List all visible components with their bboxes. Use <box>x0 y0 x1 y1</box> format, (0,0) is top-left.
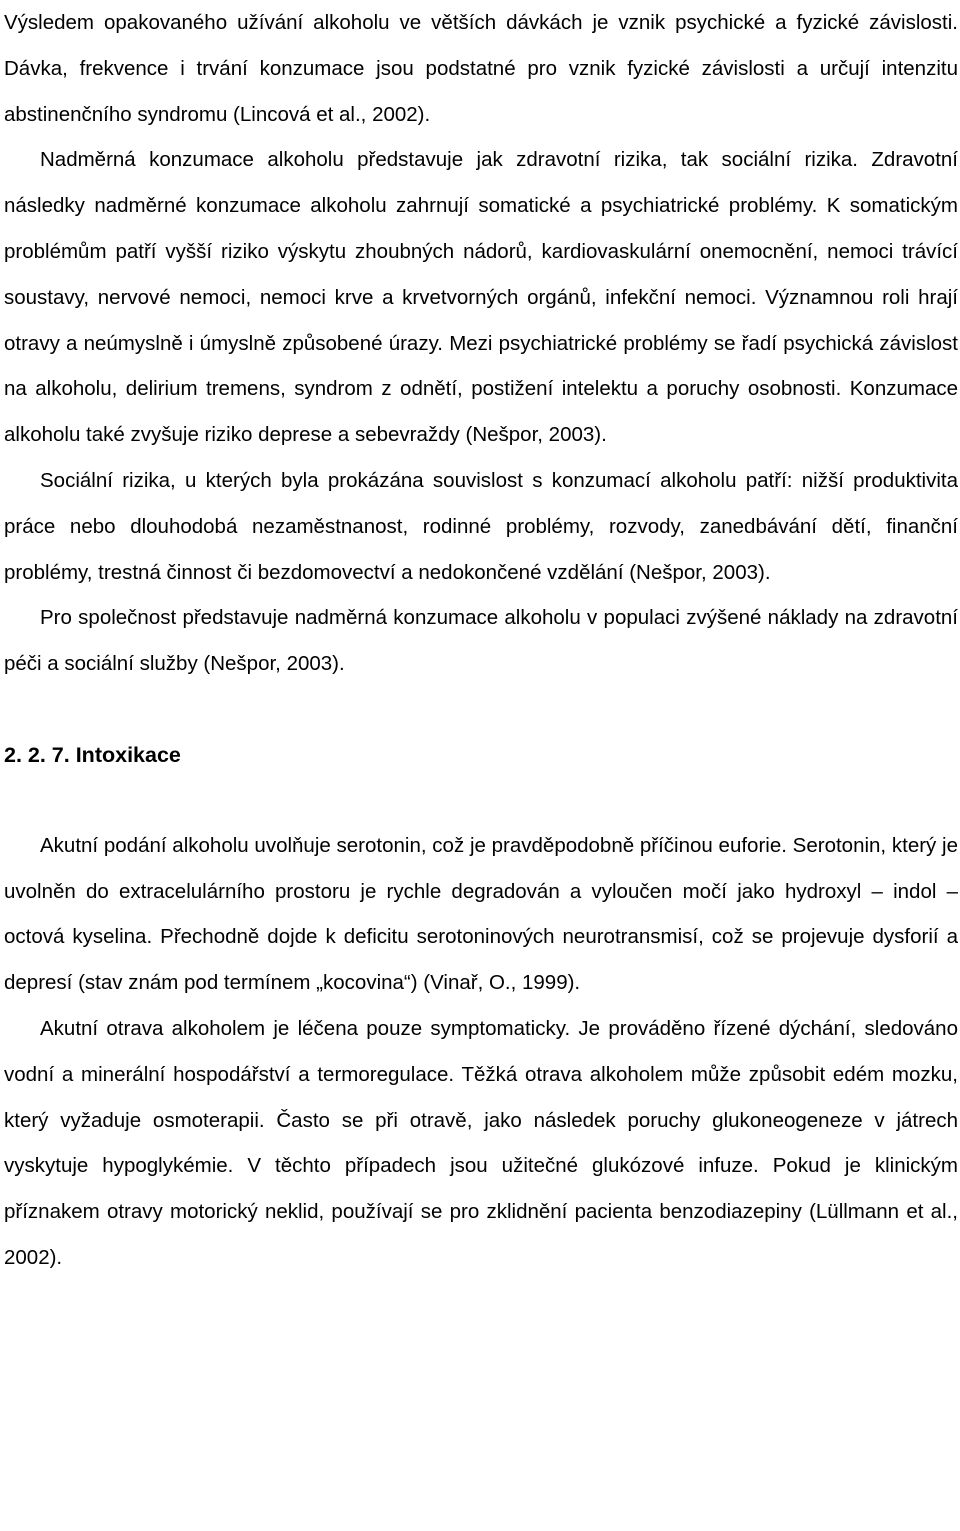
section-heading-intoxikace: 2. 2. 7. Intoxikace <box>4 742 181 767</box>
paragraph-social-risks: Sociální rizika, u kterých byla prokázána souvislost s konzumací alkoholu patří: nižší produktivita práce nebo dlouhodobá nezaměstnanost, rodinné problémy, rozvody, zanedbávání dětí, finanční problémy, trestná činnost či bezdomovectví a nedokončené vzdělání (Nešpor, 2003). <box>4 468 958 584</box>
paragraph-serotonin: Akutní podání alkoholu uvolňuje serotonin, což je pravděpodobně příčinou euforie. Serotonin, který je uvolněn do extracelulárního prostoru je rychle degradován a vyloučen močí jako hydroxyl – indol – octová kyselina. Přechodně dojde k deficitu serotoninových neurotransmisí, což se projevuje dysforií a depresí (stav znám pod termínem „kocovina“) (Vinař, O., 1999). <box>4 833 958 995</box>
paragraph-society-costs: Pro společnost představuje nadměrná konzumace alkoholu v populaci zvýšené náklady na zdravotní péči a sociální služby (Nešpor, 2003). <box>4 606 958 676</box>
paragraph-health-risks: Nadměrná konzumace alkoholu představuje jak zdravotní rizika, tak sociální rizika. Zdravotní následky nadměrné konzumace alkoholu zahrnují somatické a psychiatrické problémy. K somatickým problémům patří vyšší riziko výskytu zhoubných nádorů, kardiovaskulární onemocnění, nemoci trávící soustavy, nervové nemoci, nemoci krve a krvetvorných orgánů, infekční nemoci. Významnou roli hrají otravy a neúmyslně i úmyslně způsobené úrazy. Mezi psychiatrické problémy se řadí psychická závislost na alkoholu, delirium tremens, syndrom z odnětí, postižení intelektu a poruchy osobnosti. Konzumace alkoholu také zvyšuje riziko deprese a sebevraždy (Nešpor, 2003). <box>4 148 958 447</box>
paragraph-dependence: Výsledem opakovaného užívání alkoholu ve větších dávkách je vznik psychické a fyzické závislosti. Dávka, frekvence i trvání konzumace jsou podstatné pro vznik fyzické závislosti a určují intenzitu abstinenčního syndromu (Lincová et al., 2002). <box>4 11 958 126</box>
paragraph-acute-poisoning: Akutní otrava alkoholem je léčena pouze symptomaticky. Je prováděno řízené dýchání, sledováno vodní a minerální hospodářství a termoregulace. Těžká otrava alkoholem může způsobit edém mozku, který vyžaduje osmoterapii. Často se při otravě, jako následek poruchy glukoneogeneze v játrech vyskytuje hypoglykémie. V těchto případech jsou užitečné glukózové infuze. Pokud je klinickým příznakem otravy motorický neklid, používají se pro zklidnění pacienta benzodiazepiny (Lüllmann et al., 2002). <box>4 1016 958 1269</box>
document-page <box>4 0 958 1281</box>
